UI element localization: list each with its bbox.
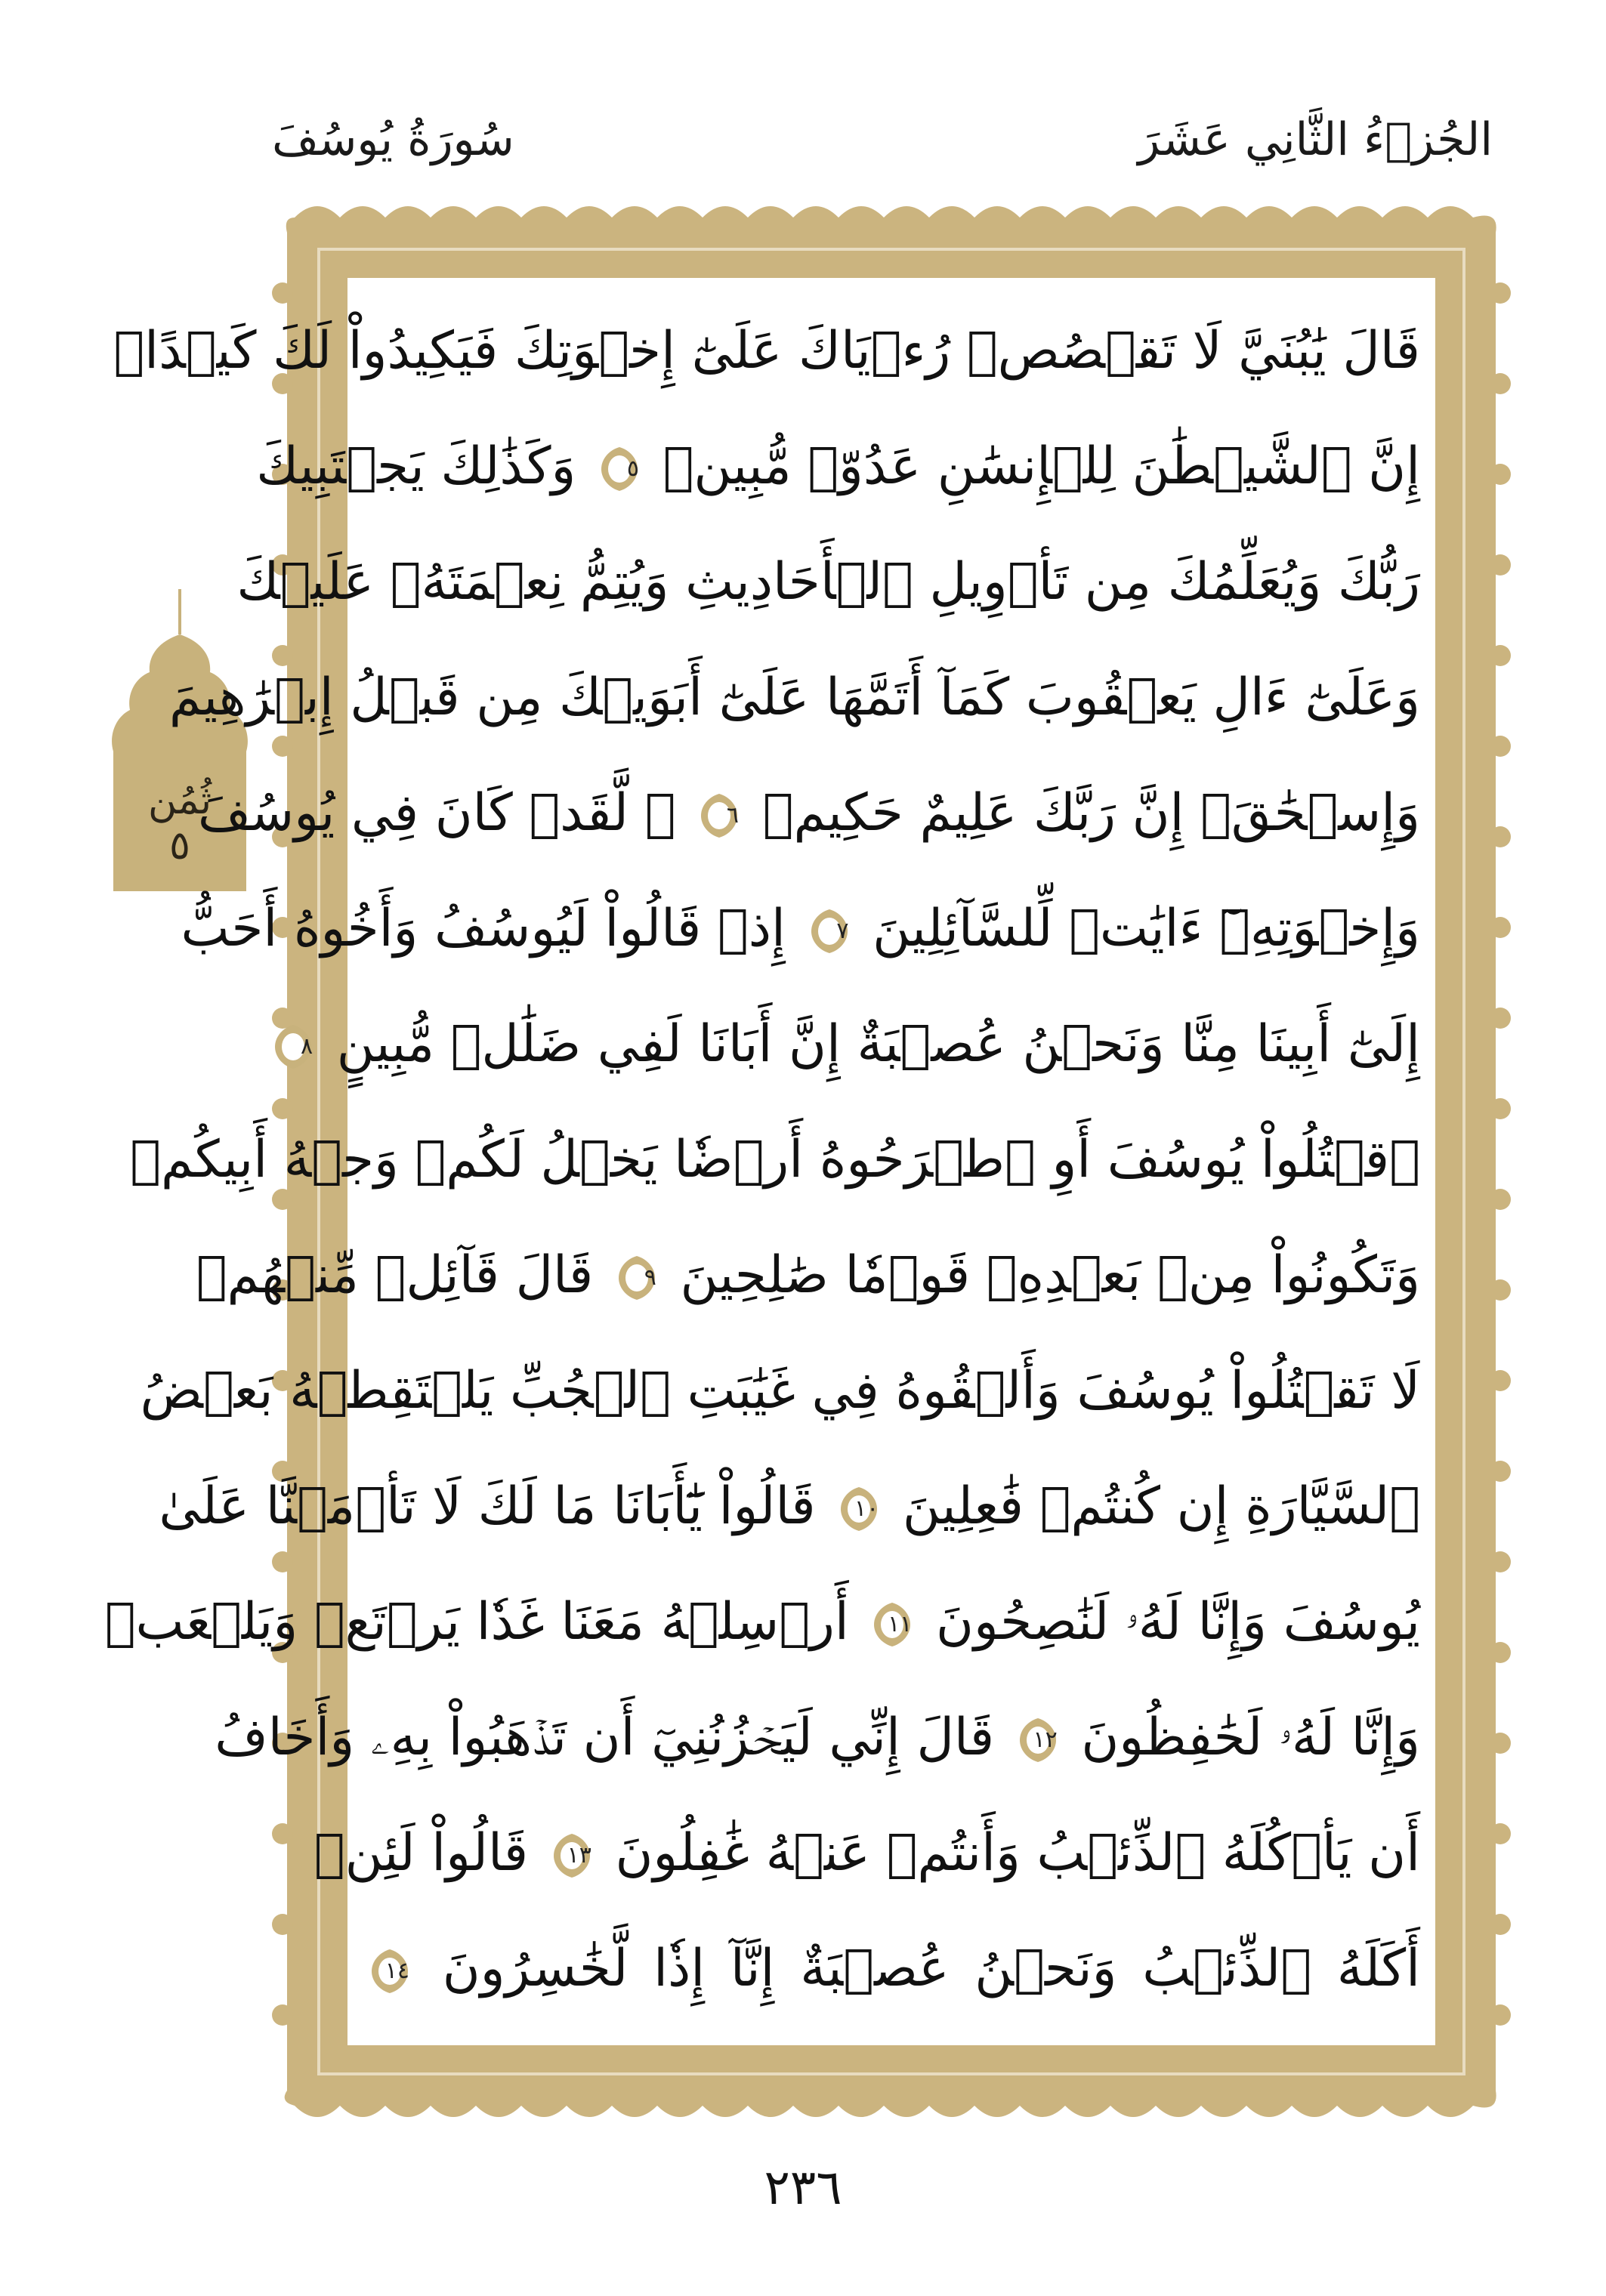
ayah-number: ٧ bbox=[836, 918, 849, 945]
verse-text: وَكَذَٰلِكَ يَجۡتَبِيكَ bbox=[256, 437, 576, 496]
verse-line bbox=[256, 410, 1420, 523]
verse-line bbox=[301, 988, 1420, 1101]
verse-text: قَالُواْ لَئِنۡ bbox=[313, 1823, 529, 1883]
verse-text: وَإِنَّا لَهُۥ لَحَٰفِظُونَ bbox=[1081, 1708, 1420, 1767]
verse-line bbox=[181, 872, 1420, 986]
ayah-number-marker bbox=[617, 1254, 656, 1301]
ayah-number-marker bbox=[273, 1023, 313, 1070]
ayah-number: ١١ bbox=[888, 1611, 913, 1638]
ayah-number-marker bbox=[872, 1601, 912, 1648]
verse-line bbox=[196, 1219, 1420, 1332]
ayah-number-marker bbox=[600, 446, 639, 492]
verse-line bbox=[363, 1912, 1420, 2026]
verse-text: أَرۡسِلۡهُ مَعَنَا غَدٗا يَرۡتَعۡ وَيَلۡعَبۡ bbox=[104, 1592, 849, 1652]
ayah-number-marker bbox=[810, 908, 849, 955]
page-number: ٢٣٦ bbox=[764, 2160, 842, 2216]
verse-text: أَكَلَهُ ٱلذِّئۡبُ وَنَحۡنُ عُصۡبَةٌ إِنَّآ إِذٗا لَّخَٰسِرُونَ bbox=[442, 1939, 1420, 1998]
verse-line bbox=[104, 1566, 1420, 1679]
surah-title: سُورَةُ يُوسُفَ bbox=[272, 113, 514, 166]
verse-text: لَا تَقۡتُلُواْ يُوسُفَ وَأَلۡقُوهُ فِي غَيَٰبَتِ ٱلۡجُبِّ يَلۡتَقِطۡهُ بَعۡضُ bbox=[140, 1361, 1420, 1421]
verse-text: قَالَ يَٰبُنَيَّ لَا تَقۡصُصۡ رُءۡيَاكَ عَلَىٰٓ إِخۡوَتِكَ فَيَكِيدُواْ لَكَ كَيۡدًاۖ bbox=[113, 321, 1420, 381]
verse-text: وَتَكُونُواْ مِنۢ بَعۡدِهِۦ قَوۡمٗا صَٰلِحِينَ bbox=[680, 1245, 1420, 1305]
verse-text: إِنَّ ٱلشَّيۡطَٰنَ لِلۡإِنسَٰنِ عَدُوّٞ مُّبِينٞ bbox=[662, 437, 1420, 496]
verse-text: ۞ لَّقَدۡ كَانَ فِي يُوسُفَ bbox=[197, 783, 676, 843]
ayah-number-marker bbox=[552, 1832, 591, 1879]
verse-line bbox=[197, 757, 1420, 870]
ayah-number-marker bbox=[839, 1486, 879, 1532]
ayah-number: ٩ bbox=[644, 1264, 656, 1292]
ayah-number-marker bbox=[1018, 1717, 1058, 1764]
verse-text: وَإِسۡحَٰقَۚ إِنَّ رَبَّكَ عَلِيمٌ حَكِيمٞ bbox=[762, 783, 1420, 843]
verse-text: أَن يَأۡكُلَهُ ٱلذِّئۡبُ وَأَنتُمۡ عَنۡهُ غَٰفِلُونَ bbox=[615, 1823, 1420, 1883]
verse-line bbox=[236, 526, 1420, 639]
ayah-number: ١٠ bbox=[854, 1495, 879, 1523]
verse-line bbox=[130, 1103, 1420, 1217]
verse-line bbox=[113, 295, 1420, 408]
verse-text: إِذۡ قَالُواْ لَيُوسُفُ وَأَخُوهُ أَحَبُّ bbox=[181, 899, 786, 958]
verse-line bbox=[215, 1681, 1420, 1795]
ayah-number-marker bbox=[370, 1948, 409, 1995]
ayah-number: ٥ bbox=[626, 455, 639, 483]
verse-line bbox=[313, 1797, 1420, 1910]
hizb-number: ٥ bbox=[169, 823, 190, 869]
verse-text: ٱقۡتُلُواْ يُوسُفَ أَوِ ٱطۡرَحُوهُ أَرۡضٗا يَخۡلُ لَكُمۡ وَجۡهُ أَبِيكُمۡ bbox=[130, 1130, 1420, 1190]
verse-text: وَإِخۡوَتِهِۦٓ ءَايَٰتٞ لِّلسَّآئِلِينَ bbox=[872, 899, 1420, 958]
verse-text: إِلَىٰٓ أَبِينَا مِنَّا وَنَحۡنُ عُصۡبَةٌ إِنَّ أَبَانَا لَفِي ضَلَٰلٖ مُّبِينٍ bbox=[336, 1014, 1420, 1074]
verse-text: رَبُّكَ وَيُعَلِّمُكَ مِن تَأۡوِيلِ ٱلۡأَحَادِيثِ وَيُتِمُّ نِعۡمَتَهُۥ عَلَيۡكَ bbox=[236, 552, 1420, 612]
hizb-label: ثُمُن bbox=[147, 778, 212, 823]
verse-text: قَالُواْ يَٰٓأَبَانَا مَا لَكَ لَا تَأۡمَ۬نَّا عَلَىٰ bbox=[159, 1477, 816, 1536]
ayah-number: ١٣ bbox=[567, 1842, 591, 1869]
verse-text: قَالَ إِنِّي لَيَحۡزُنُنِيٓ أَن تَذۡهَبُواْ بِهِۦ وَأَخَافُ bbox=[215, 1708, 995, 1767]
verse-text: يُوسُفَ وَإِنَّا لَهُۥ لَنَٰصِحُونَ bbox=[936, 1592, 1420, 1652]
verse-text: ٱلسَّيَّارَةِ إِن كُنتُمۡ فَٰعِلِينَ bbox=[902, 1477, 1420, 1536]
ayah-number: ٨ bbox=[301, 1033, 313, 1060]
ayah-number-marker bbox=[700, 792, 739, 839]
verse-text: قَالَ قَآئِلٞ مِّنۡهُمۡ bbox=[196, 1245, 594, 1305]
juz-title: الجُزۡءُ الثَّانِي عَشَرَ bbox=[1138, 113, 1493, 166]
ayah-number: ٦ bbox=[726, 802, 740, 829]
ayah-number: ١٢ bbox=[1033, 1727, 1058, 1754]
verse-line bbox=[168, 641, 1420, 755]
ayah-number: ١٤ bbox=[385, 1958, 409, 1985]
verse-line bbox=[140, 1335, 1420, 1448]
verse-line bbox=[159, 1450, 1420, 1563]
verse-text: وَعَلَىٰٓ ءَالِ يَعۡقُوبَ كَمَآ أَتَمَّهَا عَلَىٰٓ أَبَوَيۡكَ مِن قَبۡلُ إِبۡرَٰهِيمَ bbox=[168, 668, 1420, 727]
